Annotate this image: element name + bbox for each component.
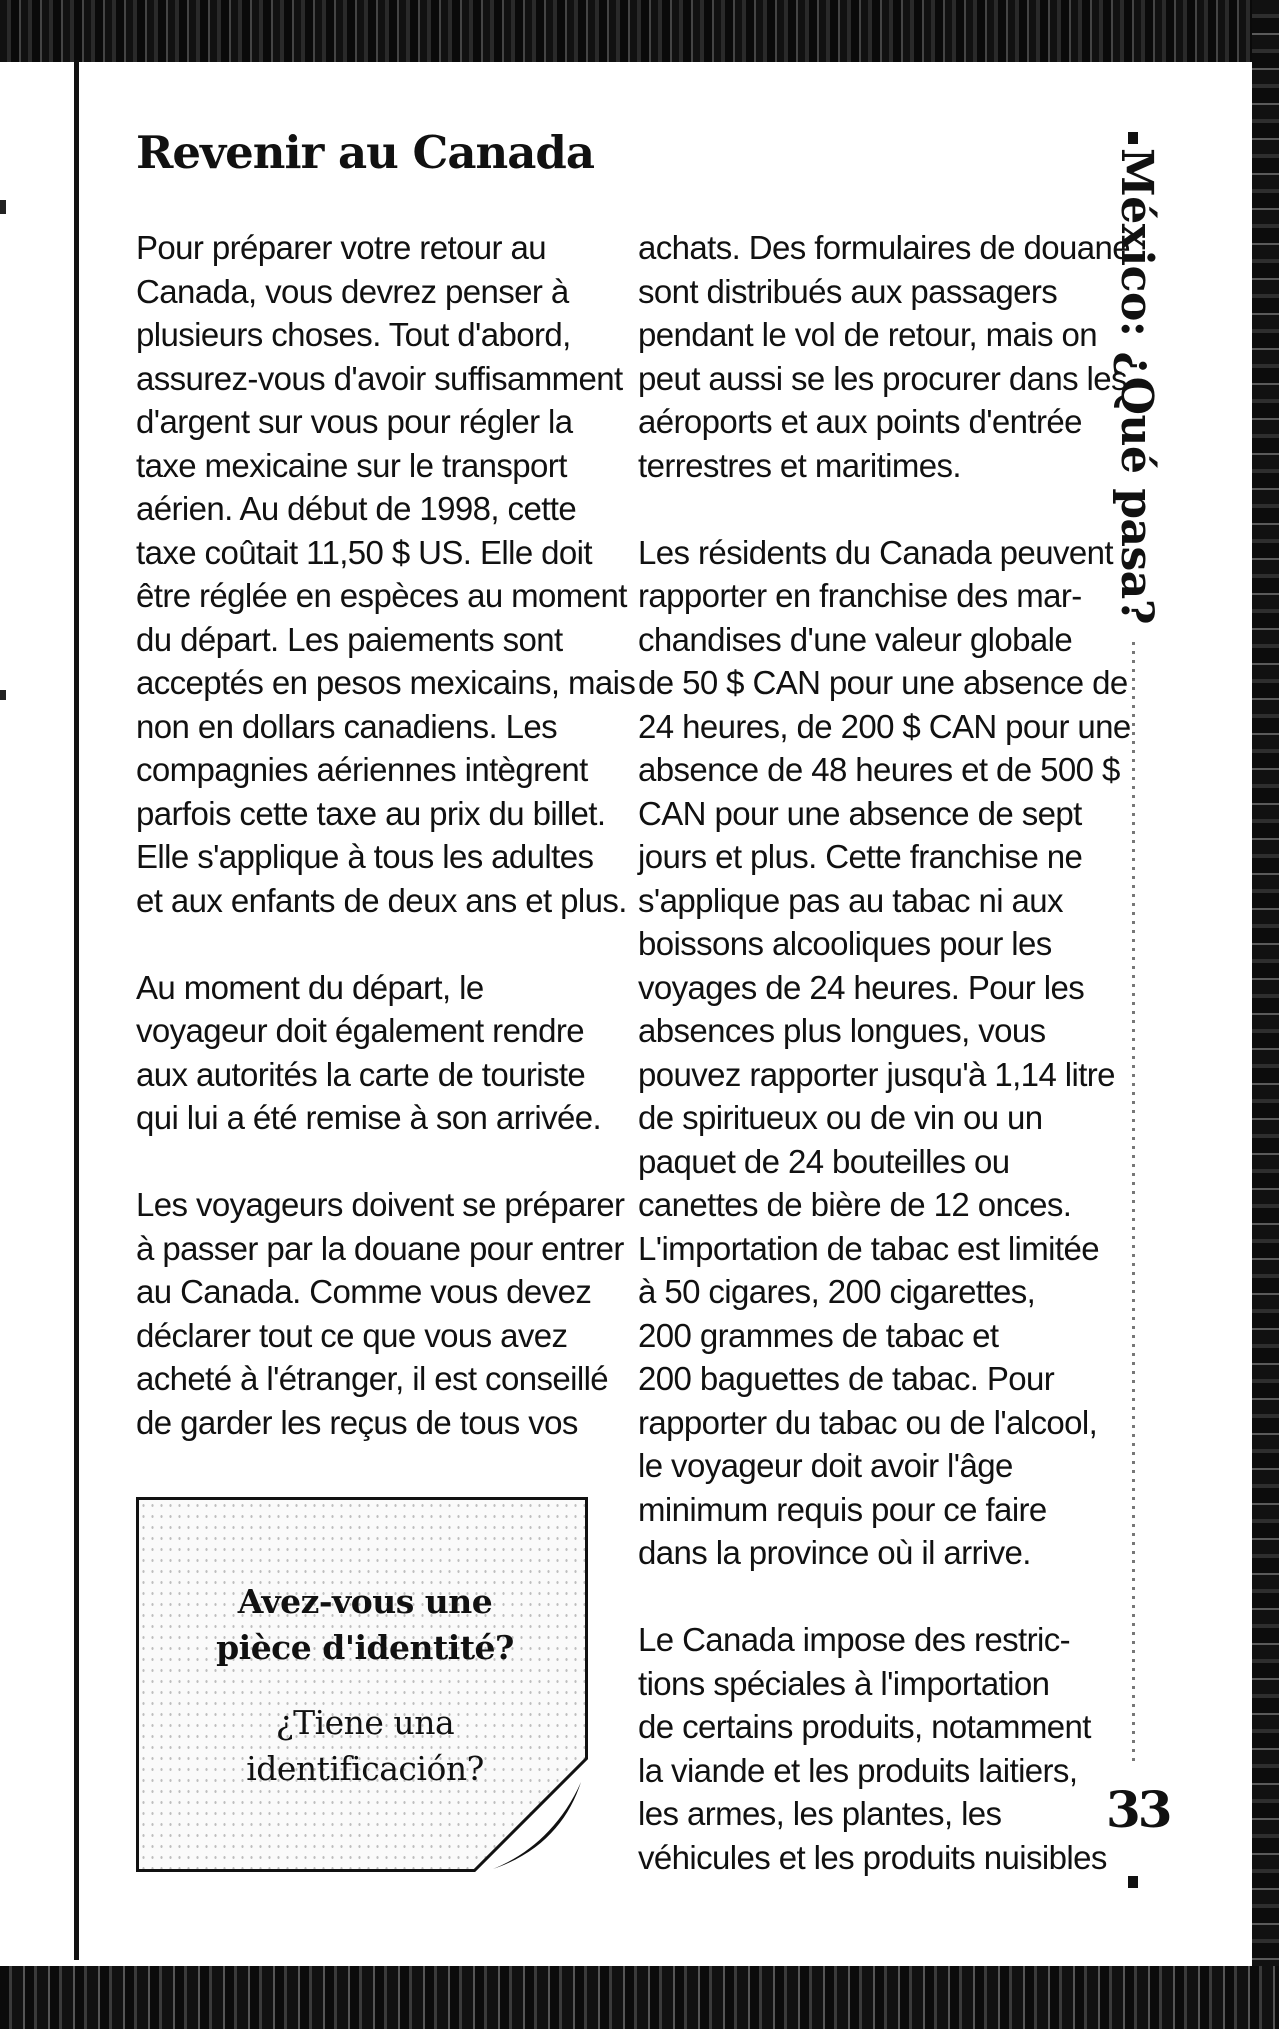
scan-border-right (1252, 0, 1279, 2029)
right-column (638, 226, 1131, 1879)
text-line: les armes, les plantes, les (638, 1795, 1002, 1832)
text-line: 24 heures, de 200 $ CAN pour une (638, 707, 1131, 745)
text-line: Le Canada impose des restric- (638, 1621, 1070, 1658)
text-line: terrestres et maritimes. (638, 446, 961, 484)
text-line: véhicules et les produits nuisibles (638, 1838, 1107, 1876)
text-line: la viande et les produits laitiers, (638, 1751, 1078, 1789)
paragraph-import-restrictions (638, 1618, 1108, 1879)
callout-french-line: Avez-vous une (237, 1582, 493, 1621)
running-section-title: México: ¿Qué pasa? (1111, 148, 1162, 625)
text-line: dans la province où il arrive. (638, 1534, 1031, 1571)
paragraph-customs (136, 1183, 625, 1444)
text-line: aux autorités la carte de touriste (136, 1055, 586, 1093)
side-dotted-rule (1132, 642, 1135, 1762)
text-line: au Canada. Comme vous devez (136, 1273, 592, 1310)
text-line: boissons alcooliques pour les (638, 925, 1052, 962)
paragraph-customs-forms (638, 226, 1130, 487)
text-line: minimum requis pour ce faire (638, 1490, 1047, 1528)
text-line: voyageur doit également rendre (136, 1012, 584, 1049)
text-line: absence de 48 heures et de 500 $ (638, 751, 1120, 788)
text-line: qui lui a été remise à son arrivée. (136, 1099, 602, 1136)
text-line: 200 baguettes de tabac. Pour (638, 1360, 1055, 1397)
text-line: acceptés en pesos mexicains, mais (136, 664, 636, 701)
scan-edge-mark (0, 690, 6, 700)
text-line: peut aussi se les procurer dans les (638, 359, 1127, 397)
text-line: absences plus longues, vous (638, 1012, 1046, 1049)
text-line: Pour préparer votre retour au (136, 229, 546, 266)
text-line: et aux enfants de deux ans et plus. (136, 881, 627, 919)
text-line: aéroports et aux points d'entrée (638, 403, 1082, 440)
text-line: achats. Des formulaires de douane (638, 229, 1130, 266)
text-line: taxe coûtait 11,50 $ US. Elle doit (136, 533, 592, 571)
text-line: assurez-vous d'avoir suffisamment (136, 359, 623, 397)
text-line: rapporter en franchise des mar- (638, 577, 1082, 614)
text-line: de garder les reçus de tous vos (136, 1403, 578, 1441)
text-line: chandises d'une valeur globale (638, 620, 1073, 658)
paragraph-duty-free-allowance (638, 531, 1131, 1575)
text-line: Au moment du départ, le (136, 968, 484, 1006)
text-line: à 50 cigares, 200 cigarettes, (638, 1273, 1036, 1310)
text-line: aérien. Au début de 1998, cette (136, 490, 577, 527)
text-line: être réglée en espèces au moment (136, 577, 627, 614)
text-line: rapporter du tabac ou de l'alcool, (638, 1403, 1098, 1441)
callout-french-line: pièce d'identité? (216, 1628, 514, 1667)
page-left-rule (74, 60, 79, 1960)
text-line: de 50 $ CAN pour une absence de (638, 664, 1128, 701)
text-line: de spiritueux ou de vin ou un (638, 1099, 1043, 1136)
text-line: pouvez rapporter jusqu'à 1,14 litre (638, 1055, 1115, 1093)
text-line: de certains produits, notamment (638, 1708, 1091, 1745)
text-line: Canada, vous devrez penser à (136, 272, 569, 310)
text-line: tions spéciales à l'importation (638, 1664, 1050, 1702)
text-line: taxe mexicaine sur le transport (136, 446, 567, 484)
page-curl-icon (473, 1757, 588, 1872)
page-number: 33 (1106, 1780, 1170, 1839)
text-line: sont distribués aux passagers (638, 272, 1058, 310)
left-column (136, 226, 636, 1444)
text-line: non en dollars canadiens. Les (136, 707, 558, 745)
text-line: compagnies aériennes intègrent (136, 751, 588, 788)
paragraph-departure-tax (136, 226, 636, 922)
paragraph-tourist-card (136, 966, 606, 1140)
callout-spanish-line: identificación? (246, 1749, 484, 1788)
text-line: Elle s'applique à tous les adultes (136, 838, 594, 875)
text-line: Les voyageurs doivent se préparer (136, 1186, 625, 1223)
scan-border-bottom (0, 1966, 1279, 2029)
text-line: acheté à l'étranger, il est conseillé (136, 1360, 609, 1397)
text-line: parfois cette taxe au prix du billet. (136, 794, 606, 832)
phrase-callout-box (136, 1497, 588, 1872)
text-line: le voyageur doit avoir l'âge (638, 1447, 1013, 1484)
text-line: plusieurs choses. Tout d'abord, (136, 316, 571, 353)
text-line: Les résidents du Canada peuvent (638, 533, 1113, 571)
text-line: paquet de 24 bouteilles ou (638, 1142, 1010, 1180)
text-line: d'argent sur vous pour régler la (136, 403, 573, 440)
text-line: 200 grammes de tabac et (638, 1316, 999, 1354)
text-line: voyages de 24 heures. Pour les (638, 968, 1085, 1006)
text-line: du départ. Les paiements sont (136, 620, 563, 658)
text-line: pendant le vol de retour, mais on (638, 316, 1098, 353)
scan-border-top (0, 0, 1279, 62)
text-line: à passer par la douane pour entrer (136, 1229, 624, 1267)
text-line: canettes de bière de 12 onces. (638, 1186, 1072, 1223)
text-line: jours et plus. Cette franchise ne (638, 838, 1083, 875)
text-line: CAN pour une absence de sept (638, 794, 1082, 832)
section-heading: Revenir au Canada (136, 126, 595, 179)
side-title-rule-top (1128, 132, 1138, 144)
callout-spanish-line: ¿Tiene una (275, 1703, 455, 1742)
side-title-rule-bottom (1128, 1876, 1138, 1888)
scan-edge-mark (0, 200, 6, 214)
text-line: déclarer tout ce que vous avez (136, 1316, 568, 1354)
text-line: s'applique pas au tabac ni aux (638, 881, 1063, 919)
text-line: L'importation de tabac est limitée (638, 1229, 1099, 1267)
